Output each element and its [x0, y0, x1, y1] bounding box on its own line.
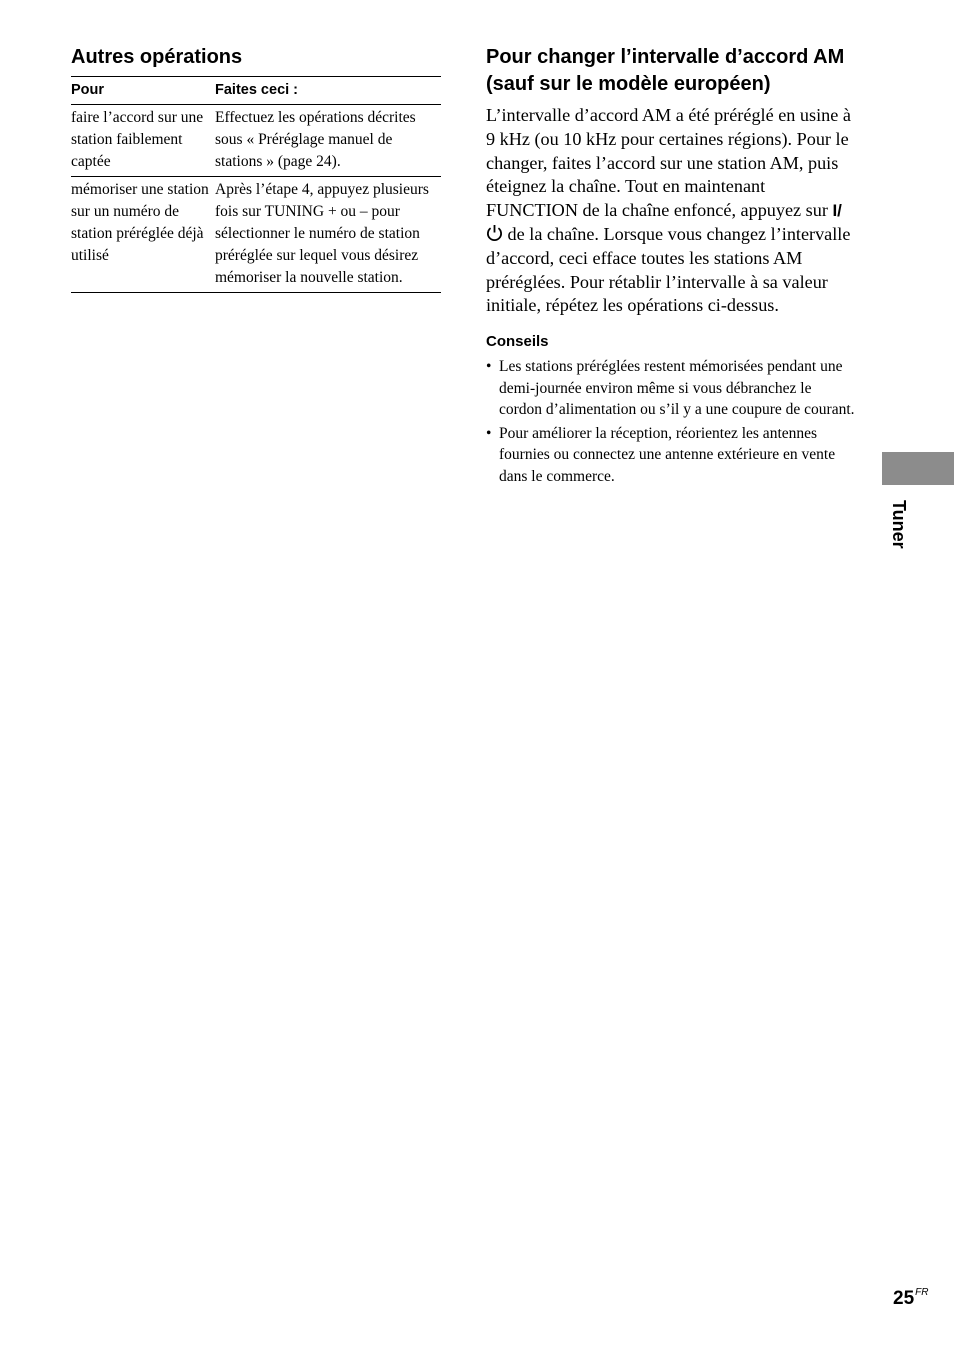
page-number-value: 25 — [893, 1288, 915, 1309]
list-item — [486, 423, 858, 488]
table-row — [71, 177, 441, 293]
table-cell-pour: faire l’accord sur une station faiblement captée — [71, 105, 215, 177]
bullet: • — [486, 358, 492, 376]
body-paragraph — [486, 104, 858, 318]
side-tab-marker — [882, 452, 954, 485]
tip-text: Les stations préréglées restent mémorisées pendant une demi-journée environ même si vous débranchez le cordon d’alimentation ou s’il y a une coupure de courant. — [499, 358, 855, 419]
conseils-heading: Conseils — [486, 333, 549, 351]
table-cell-faites: Effectuez les opérations décrites sous « Préréglage manuel de stations » (page 24). — [215, 105, 441, 177]
page-number — [893, 1281, 928, 1311]
tips-list — [486, 356, 858, 487]
body-text-part1: L’intervalle d’accord AM a été préréglé en usine à 9 kHz (ou 10 kHz pour certaines régions). Pour le changer, faites l’accord sur une station AM, puis éteignez la chaîne. Tout en maintenant FUNCTION de la chaîne enfoncé, appuyez sur — [486, 105, 851, 221]
left-column — [71, 44, 441, 293]
right-column — [486, 44, 858, 489]
list-item — [486, 356, 858, 421]
table-cell-faites: Après l’étape 4, appuyez plusieurs fois sur TUNING + ou – pour sélectionner le numéro de station préréglée sur lequel vous désirez mémoriser la nouvelle station. — [215, 177, 441, 293]
table-header-pour: Pour — [71, 77, 215, 105]
section-heading-autres-operations: Autres opérations — [71, 46, 243, 68]
table-cell-pour: mémoriser une station sur un numéro de station préréglée déjà utilisé — [71, 177, 215, 293]
table-header-faites-ceci: Faites ceci : — [215, 77, 441, 105]
page-number-suffix: FR — [915, 1287, 929, 1298]
section-heading-intervalle-am: Pour changer l’intervalle d’accord AM (sauf sur le modèle européen) — [486, 46, 845, 95]
operations-table — [71, 76, 441, 293]
power-symbol-text: I/ — [832, 201, 842, 221]
tip-text: Pour améliorer la réception, réorientez les antennes fournies ou connectez une antenne extérieure en vente dans le commerce. — [499, 424, 836, 485]
table-header-row — [71, 77, 441, 105]
body-text-part2: de la chaîne. Lorsque vous changez l’intervalle d’accord, ceci efface toutes les stations AM préréglées. Pour rétablir l’intervalle à sa valeur initiale, répétez les opérations ci-dessus. — [486, 223, 851, 316]
side-tab-label: Tuner — [889, 500, 909, 549]
power-icon — [486, 224, 503, 243]
table-row — [71, 105, 441, 177]
bullet: • — [486, 424, 492, 442]
